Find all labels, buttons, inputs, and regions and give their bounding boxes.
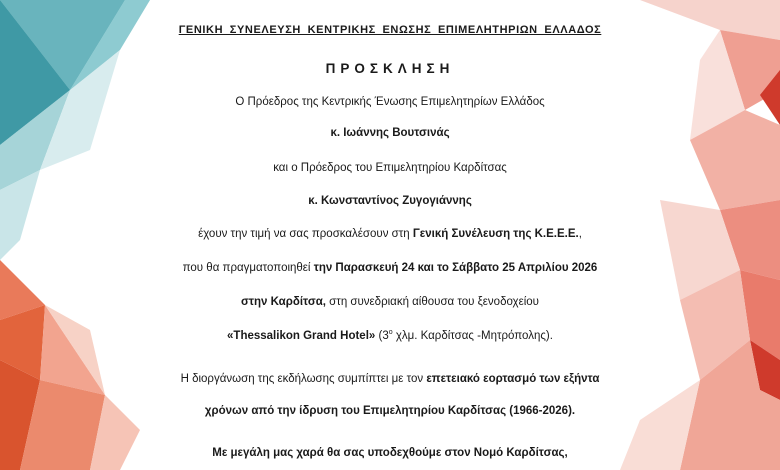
hotel-name: «Thessalikon Grand Hotel» <box>227 330 376 342</box>
text-normal: που θα πραγματοποιηθεί <box>182 262 314 274</box>
invitation-document <box>140 0 640 470</box>
document-title: ΠΡΟΣΚΛΗΣΗ <box>325 61 455 76</box>
text-line: Ο Πρόεδρος της Κεντρικής Ένωσης Επιμελητηρίων Ελλάδος <box>235 96 545 108</box>
text-line <box>140 296 640 308</box>
closing-line: Με μεγάλη μας χαρά θα σας υποδεχθούμε στον Νομό Καρδίτσας, <box>212 447 568 459</box>
bg-facet <box>40 305 105 395</box>
text-line <box>140 228 640 240</box>
text-bold: επετειακό εορτασμό των εξήντα <box>426 373 600 385</box>
text-normal: στη συνεδριακή αίθουσα του ξενοδοχείου <box>325 296 539 308</box>
president-name-2: κ. Κωνσταντίνος Ζυγογιάννης <box>308 195 472 207</box>
text-bold: Γενική Συνέλευση της Κ.Ε.Ε.Ε. <box>412 228 579 240</box>
document-header: ΓΕΝΙΚΗ ΣΥΝΕΛΕΥΣΗ ΚΕΝΤΡΙΚΗΣ ΕΝΩΣΗΣ ΕΠΙΜΕΛΗΤΗΡΙΩΝ ΕΛΛΑΔΟΣ <box>178 24 602 36</box>
text-normal: Η διοργάνωση της εκδήλωσης συμπίπτει με τον <box>180 373 427 385</box>
event-dates: την Παρασκευή 24 και το Σάββατο 25 Απριλίου 2026 <box>313 262 598 274</box>
text-normal: χλμ. Καρδίτσας -Μητρόπολης). <box>392 330 553 342</box>
text-line <box>140 373 640 385</box>
ordinal-superscript: ο <box>388 329 393 337</box>
text-normal: , <box>578 228 582 240</box>
text-normal: (3 <box>375 330 389 342</box>
bg-facet <box>640 0 780 40</box>
president-name-1: κ. Ιωάννης Βουτσινάς <box>330 127 450 139</box>
text-line: και ο Πρόεδρος του Επιμελητηρίου Καρδίτσας <box>273 162 507 174</box>
text-line <box>140 262 640 274</box>
text-normal: έχουν την τιμή να σας προσκαλέσουν στη <box>198 228 413 240</box>
anniversary-line: χρόνων από την ίδρυση του Επιμελητηρίου Καρδίτσας (1966-2026). <box>204 405 576 417</box>
text-line <box>140 330 640 342</box>
event-city: στην Καρδίτσα, <box>241 296 326 308</box>
